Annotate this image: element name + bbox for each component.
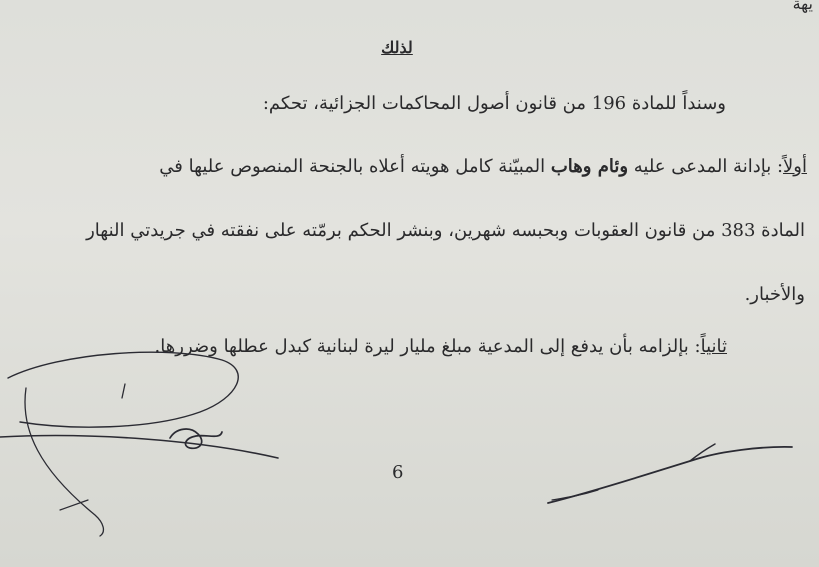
clause-first-text: المبيّنة كامل هويته أعلاه بالجنحة المنصوص عليها في: [159, 156, 551, 177]
clause-second-text: : بإلزامه بأن يدفع إلى المدعية مبلغ مليار ليرة لبنانية كبدل عطلها وضررها.: [154, 336, 701, 357]
clause-first-intro: : بإدانة المدعى عليه: [628, 156, 784, 177]
defendant-name: وئام وهاب: [550, 156, 629, 177]
page-number: 6: [392, 462, 404, 483]
clause-first-line-3: والأخبار.: [744, 284, 805, 305]
clause-second-label: ثانياً: [700, 336, 727, 357]
clause-first-line-2: المادة 383 من قانون العقوبات وبحبسه شهرين، وبنشر الحكم برمّته على نفقته في جريدتي النهار: [86, 220, 805, 241]
clause-first-label: أولاً: [783, 156, 807, 177]
section-heading: لذلك: [381, 38, 413, 57]
legal-basis-line: وسنداً للمادة 196 من قانون أصول المحاكمات الجزائية، تحكم:: [262, 93, 726, 114]
cut-off-text: يهة: [792, 0, 813, 13]
